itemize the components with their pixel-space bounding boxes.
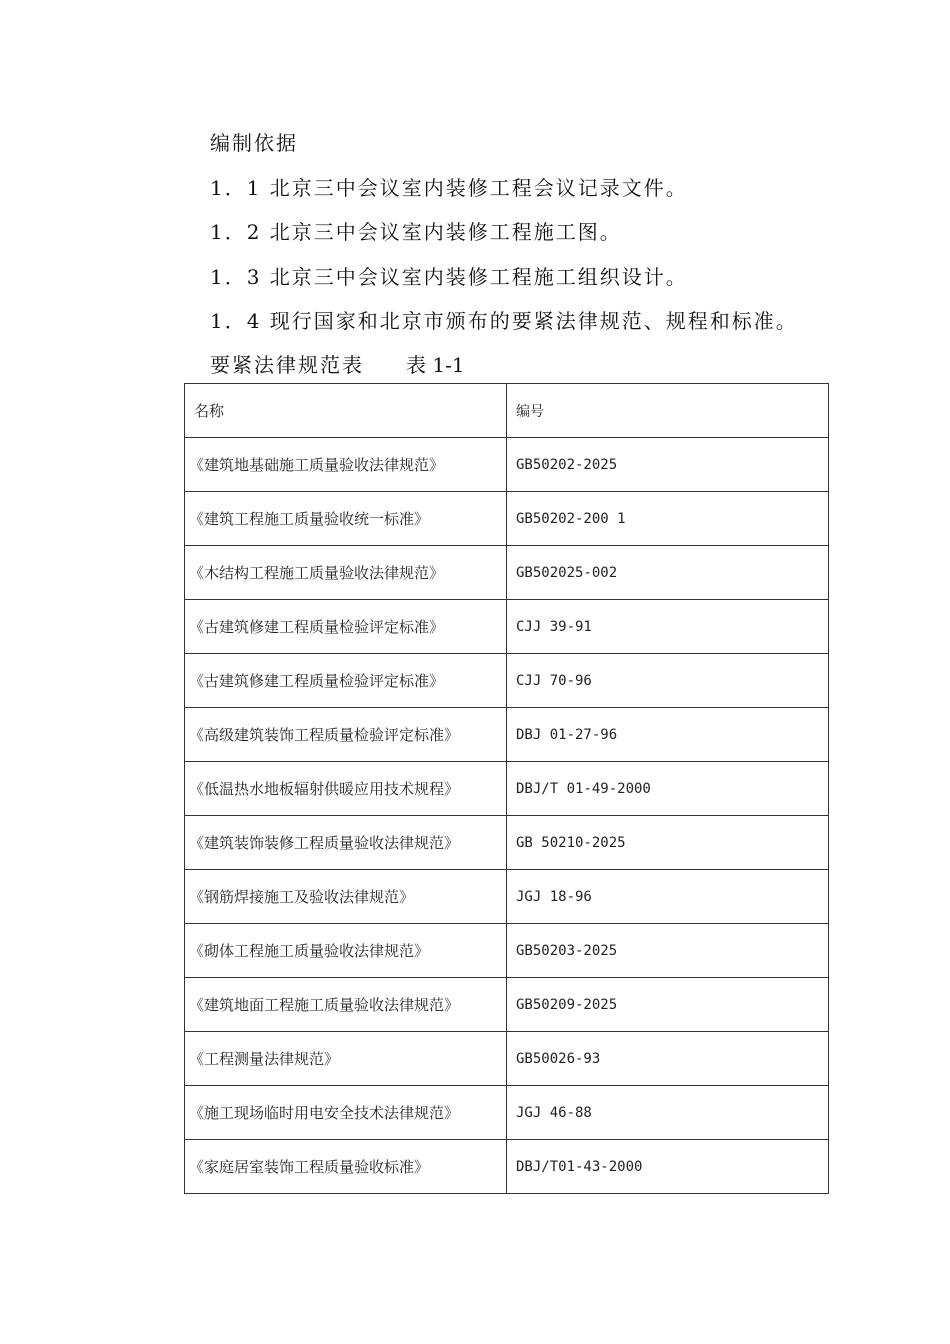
- regulation-code-cell: GB 50210-2025: [507, 816, 829, 870]
- regulation-code-cell: DBJ 01-27-96: [507, 708, 829, 762]
- table-row: [185, 546, 829, 600]
- table-caption-number: 表 1-1: [406, 353, 465, 377]
- regulation-name-cell: 《建筑装饰装修工程质量验收法律规范》: [185, 816, 507, 870]
- table-row: [185, 816, 829, 870]
- regulations-table: [184, 383, 829, 1194]
- table-caption: [210, 349, 465, 378]
- table-row: [185, 654, 829, 708]
- table-row: [185, 870, 829, 924]
- table-row: [185, 438, 829, 492]
- regulation-name-cell: 《高级建筑装饰工程质量检验评定标准》: [185, 708, 507, 762]
- table-row: [185, 762, 829, 816]
- regulation-code-cell: GB50202-200 1: [507, 492, 829, 546]
- regulation-code-cell: GB502025-002: [507, 546, 829, 600]
- regulation-code-cell: CJJ 39-91: [507, 600, 829, 654]
- basis-item-1: 1．1 北京三中会议室内装修工程会议记录文件。: [210, 176, 688, 200]
- regulation-code-cell: JGJ 18-96: [507, 870, 829, 924]
- basis-item-2: 1．2 北京三中会议室内装修工程施工图。: [210, 220, 622, 244]
- regulation-code-cell: GB50203-2025: [507, 924, 829, 978]
- regulation-code-cell: DBJ/T01-43-2000: [507, 1140, 829, 1194]
- regulation-name-cell: 《建筑地面工程施工质量验收法律规范》: [185, 978, 507, 1032]
- regulation-code-cell: CJJ 70-96: [507, 654, 829, 708]
- table-row: [185, 924, 829, 978]
- regulation-name-cell: 《古建筑修建工程质量检验评定标准》: [185, 654, 507, 708]
- regulation-name-cell: 《工程测量法律规范》: [185, 1032, 507, 1086]
- regulation-name-cell: 《木结构工程施工质量验收法律规范》: [185, 546, 507, 600]
- table-row: [185, 492, 829, 546]
- regulation-name-cell: 《古建筑修建工程质量检验评定标准》: [185, 600, 507, 654]
- regulation-name-cell: 《钢筋焊接施工及验收法律规范》: [185, 870, 507, 924]
- table-row: [185, 1032, 829, 1086]
- basis-item-4: 1．4 现行国家和北京市颁布的要紧法律规范、规程和标准。: [210, 309, 798, 333]
- header-name: 名称: [185, 384, 507, 438]
- regulation-code-cell: DBJ/T 01-49-2000: [507, 762, 829, 816]
- table-header-row: [185, 384, 829, 438]
- table-row: [185, 600, 829, 654]
- table-row: [185, 708, 829, 762]
- regulation-name-cell: 《家庭居室装饰工程质量验收标准》: [185, 1140, 507, 1194]
- regulation-name-cell: 《建筑工程施工质量验收统一标准》: [185, 492, 507, 546]
- table-caption-title: 要紧法律规范表: [210, 353, 364, 377]
- regulation-code-cell: GB50209-2025: [507, 978, 829, 1032]
- header-code: 编号: [507, 384, 829, 438]
- regulation-name-cell: 《建筑地基础施工质量验收法律规范》: [185, 438, 507, 492]
- regulation-name-cell: 《施工现场临时用电安全技术法律规范》: [185, 1086, 507, 1140]
- table-row: [185, 1086, 829, 1140]
- table-row: [185, 978, 829, 1032]
- regulation-code-cell: GB50202-2025: [507, 438, 829, 492]
- section-heading: 编制依据: [210, 131, 298, 155]
- regulation-name-cell: 《低温热水地板辐射供暖应用技术规程》: [185, 762, 507, 816]
- regulation-name-cell: 《砌体工程施工质量验收法律规范》: [185, 924, 507, 978]
- basis-item-3: 1．3 北京三中会议室内装修工程施工组织设计。: [210, 265, 688, 289]
- regulation-code-cell: GB50026-93: [507, 1032, 829, 1086]
- table-row: [185, 1140, 829, 1194]
- regulation-code-cell: JGJ 46-88: [507, 1086, 829, 1140]
